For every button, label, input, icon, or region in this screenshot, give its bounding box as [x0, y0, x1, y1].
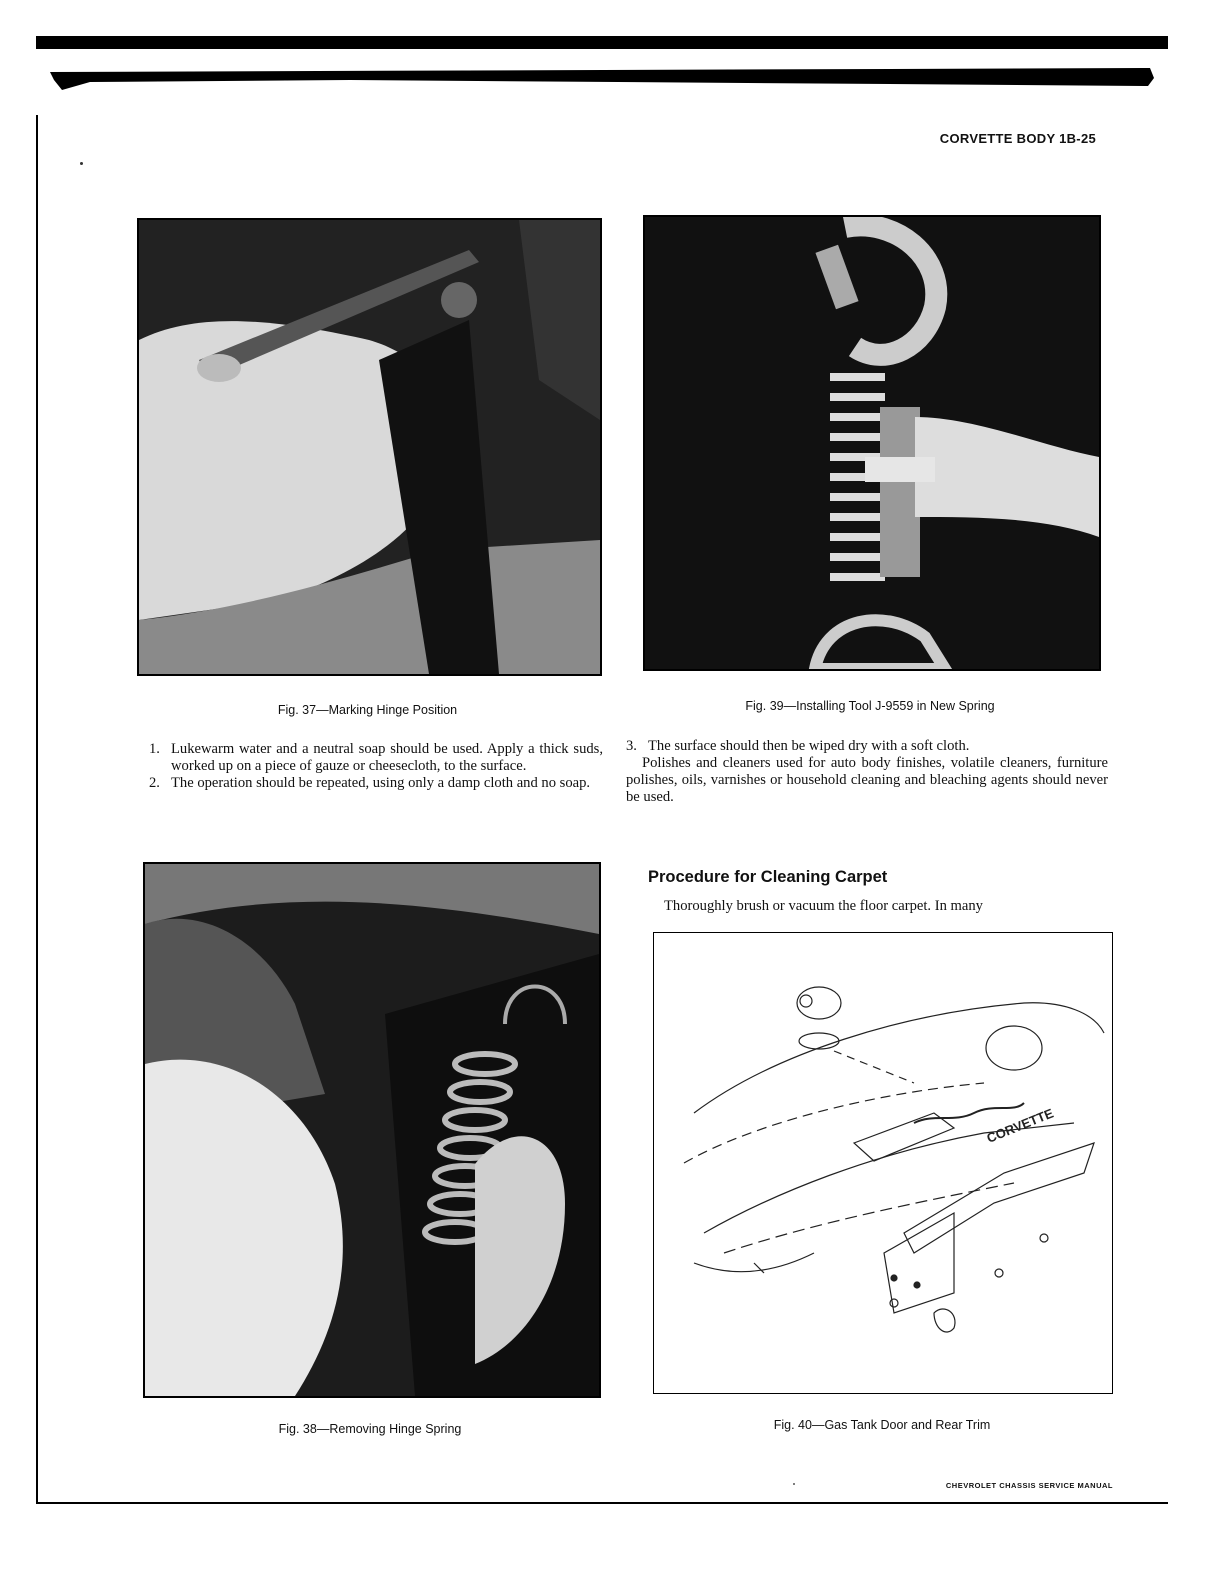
right-column-text [622, 738, 1108, 806]
list-item [145, 775, 603, 792]
footer-manual-title: CHEVROLET CHASSIS SERVICE MANUAL [945, 1481, 1113, 1490]
step-number: 1. [149, 741, 160, 757]
caution-paragraph: Polishes and cleaners used for auto body finishes, volatile cleaners, furniture polishes, oils, varnishes or household cleaning and bleaching agents should never be used. [626, 755, 1108, 805]
brush-stroke-rule [50, 66, 1155, 90]
fig39-photo [643, 215, 1101, 671]
step-number: 2. [149, 775, 160, 791]
fig37-photo [137, 218, 602, 676]
list-item [622, 738, 1108, 755]
fig40-emblem-label: CORVETTE [984, 1105, 1056, 1146]
list-item [145, 741, 603, 775]
step-text: The surface should then be wiped dry with a soft cloth. [648, 738, 970, 754]
fig40-diagram [653, 932, 1113, 1394]
carpet-paragraph: Thoroughly brush or vacuum the floor carpet. In many [664, 898, 983, 914]
step-text: The operation should be repeated, using only a damp cloth and no soap. [171, 775, 591, 791]
fig37-caption: Fig. 37—Marking Hinge Position [277, 703, 458, 717]
fig40-caption: Fig. 40—Gas Tank Door and Rear Trim [773, 1418, 991, 1432]
cleaning-steps-list-continued [622, 738, 1108, 755]
page-header: CORVETTE BODY 1B-25 [939, 131, 1096, 146]
section-text [648, 898, 1108, 915]
bottom-rule [36, 1502, 1168, 1504]
fig39-caption: Fig. 39—Installing Tool J-9559 in New Spring [745, 699, 995, 713]
fig38-photo [143, 862, 601, 1398]
left-margin-rule [36, 115, 38, 1503]
left-column-text [145, 741, 603, 792]
fig38-caption: Fig. 38—Removing Hinge Spring [278, 1422, 462, 1436]
cleaning-steps-list [145, 741, 603, 792]
step-number: 3. [626, 738, 637, 754]
print-speck [80, 162, 83, 165]
section-heading: Procedure for Cleaning Carpet [648, 868, 888, 886]
print-speck [793, 1483, 795, 1485]
step-text: Lukewarm water and a neutral soap should be used. Apply a thick suds, worked up on a piece of gauze or cheesecloth, to the surface. [171, 741, 603, 774]
top-rule [36, 36, 1168, 49]
